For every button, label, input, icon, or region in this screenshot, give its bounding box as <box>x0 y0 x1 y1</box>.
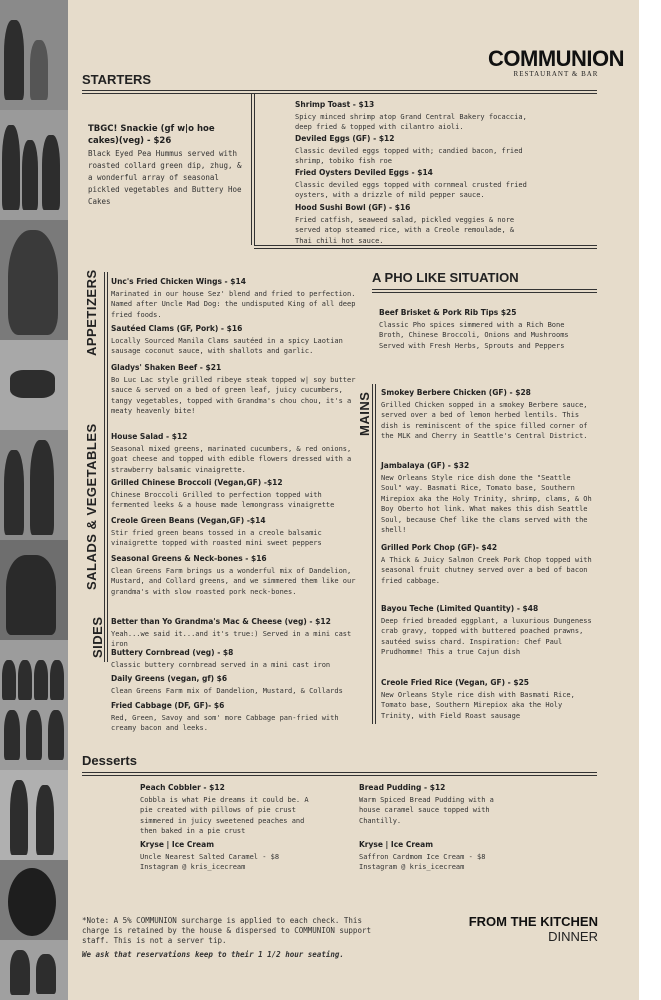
menu-item <box>88 123 248 208</box>
item-name: Grilled Chinese Broccoli (Vegan,GF) -$12 <box>111 478 283 487</box>
item-desc: Yeah...we said it...and it's true:) Served in a mini cast iron <box>111 629 352 648</box>
vintage-photo <box>0 770 68 860</box>
item-name: Kryse | Ice Cream <box>140 840 215 849</box>
sides-label: SIDES <box>90 616 105 658</box>
item-name: House Salad - $12 <box>111 432 188 441</box>
item-desc: Grilled Chicken sopped in a smokey Berbere sauce, served over a bed of lemon herbed lentils. This dish is reminiscent of the spice filled corner of the MLK and Cherry in Seattle's Central District. <box>381 400 588 440</box>
menu-item <box>111 617 361 650</box>
item-name: Daily Greens (vegan, gf) $6 <box>111 674 228 683</box>
divider <box>82 90 597 91</box>
item-desc: Warm Spiced Bread Pudding with a house caramel sauce topped with Chantilly. <box>359 795 494 825</box>
menu-item <box>295 168 535 201</box>
item-name: Gladys' Shaken Beef - $21 <box>111 363 222 372</box>
menu-item <box>111 648 361 670</box>
item-desc: Saffron Cardmom Ice Cream - $8 Instagram @ kris_icecream <box>359 852 486 871</box>
menu-item <box>111 516 357 549</box>
item-desc: Classic deviled eggs topped with; candied bacon, fried shrimp, tobiko fish roe <box>295 146 523 165</box>
item-desc: A Thick & Juicy Salmon Creek Pork Chop topped with seasonal fruit chutney served over a bed of bacon fried cabbage. <box>381 555 592 585</box>
menu-item <box>381 604 595 658</box>
item-desc: Bo Luc Lac style grilled ribeye steak topped w| soy butter sauce & served on a bed of green leaf, juicy cucumbers, tangy vegetables, topped with Grandma's chou chou, it's a meaty heavenly bite! <box>111 375 356 415</box>
item-desc: Marinated in our house Sez' blend and fried to perfection. Named after Uncle Mad Dog: the undisputed King of all deep fried foods. <box>111 289 356 319</box>
divider <box>82 772 597 773</box>
menu-item <box>111 554 357 597</box>
menu-item <box>111 701 361 734</box>
item-name: Kryse | Ice Cream <box>359 840 434 849</box>
item-desc: Cobbla is what Pie dreams it could be. A pie created with pillows of pie crust simmered in juicy sweetened peaches and then baked in a pie crust <box>140 795 309 835</box>
divider <box>254 248 597 249</box>
salads-label: SALADS & VEGETABLES <box>84 423 99 590</box>
menu-item <box>381 461 595 536</box>
menu-item <box>359 840 531 873</box>
surcharge-note: *Note: A 5% COMMUNION surcharge is applied to each check. This charge is retained by the house & dispersed to COMMUNION support staff. This is not a server tip. <box>82 916 371 945</box>
desserts-title: Desserts <box>82 753 137 768</box>
item-name: Beef Brisket & Pork Rib Tips $25 <box>379 308 517 317</box>
appetizers-label: APPETIZERS <box>84 269 99 356</box>
vintage-photo <box>0 640 68 770</box>
item-desc: Deep fried breaded eggplant, a luxurious Dungeness crab gravy, topped with buttered poached prawns, sautéed swiss chard. Inspiration: Chef Paul Prudhomme! This a true Cajun dish <box>381 616 592 656</box>
vintage-photo <box>0 430 68 540</box>
item-desc: Chinese Broccoli Grilled to perfection topped with fermented leeks & a house made lemongrass vinaigrette <box>111 490 335 509</box>
item-desc: Red, Green, Savoy and som' more Cabbage pan-fried with creamy bacon and leeks. <box>111 713 339 732</box>
menu-item <box>111 277 357 320</box>
item-desc: Classic deviled eggs topped with cornmeal crusted fried oysters, with a drizzle of mild pepper sauce. <box>295 180 527 199</box>
divider <box>107 272 108 662</box>
divider <box>375 384 376 724</box>
vintage-photo <box>0 940 68 1000</box>
item-name: Creole Green Beans (Vegan,GF) -$14 <box>111 516 266 525</box>
mains-label: MAINS <box>357 391 372 436</box>
vintage-photo <box>0 220 68 340</box>
item-name: Hood Sushi Bowl (GF) - $16 <box>295 203 411 212</box>
menu-item <box>295 134 535 167</box>
vintage-photo <box>0 540 68 640</box>
vintage-photo <box>0 0 68 110</box>
divider <box>104 272 105 662</box>
menu-item <box>140 840 312 873</box>
logo-subtitle: RESTAURANT & BAR <box>513 70 599 78</box>
from-the-kitchen-heading: FROM THE KITCHEN <box>468 914 598 929</box>
restaurant-logo <box>488 48 624 78</box>
item-name: Seasonal Greens & Neck-bones - $16 <box>111 554 267 563</box>
item-name: Fried Oysters Deviled Eggs - $14 <box>295 168 433 177</box>
item-name: Bread Pudding - $12 <box>359 783 446 792</box>
item-desc: Clean Greens Farm brings us a wonderful mix of Dandelion, Mustard, and Collard greens, and we simmered them like our grandma's with slow roasted pork neck-bones. <box>111 566 356 596</box>
dinner-heading: DINNER <box>548 929 598 944</box>
divider <box>82 93 597 94</box>
page-margin <box>639 0 661 1000</box>
item-name: Buttery Cornbread (veg) - $8 <box>111 648 234 657</box>
starters-title: STARTERS <box>82 72 152 87</box>
vintage-photo <box>0 110 68 220</box>
menu-item <box>379 308 593 351</box>
menu-item <box>111 674 361 696</box>
item-name: Shrimp Toast - $13 <box>295 100 375 109</box>
logo-name: COMMUNION <box>488 46 625 71</box>
item-desc: Clean Greens Farm mix of Dandelion, Mustard, & Collards <box>111 686 343 695</box>
menu-item <box>111 478 357 511</box>
menu-item <box>111 432 357 475</box>
item-name: Fried Cabbage (DF, GF)- $6 <box>111 701 225 710</box>
menu-item <box>381 543 595 586</box>
item-desc: Seasonal mixed greens, marinated cucumbers, & red onions, goat cheese and topped with edible flowers dressed with a strawberry balsamic vinaigrette. <box>111 444 352 474</box>
item-name: Peach Cobbler - $12 <box>140 783 225 792</box>
item-desc: Uncle Nearest Salted Caramel - $8 Instagram @ kris_icecream <box>140 852 280 871</box>
item-desc: New Orleans Style rice dish done the "Seattle Soul" way. Basmati Rice, Tomato base, Southern Mirepiox aka the Holy Trinity, shrimp, clams, & Oh Boy Oberto hot link. What makes this dish Seattle Soul, because Chef like the clams served with the shell! <box>381 473 592 534</box>
divider <box>372 289 597 290</box>
menu-item <box>295 203 535 246</box>
vintage-photo <box>0 340 68 430</box>
item-desc: Classic buttery cornbread served in a mini cast iron <box>111 660 331 669</box>
menu-item <box>140 783 312 837</box>
divider <box>372 384 373 724</box>
item-name: Deviled Eggs (GF) - $12 <box>295 134 395 143</box>
pho-title: A PHO LIKE SITUATION <box>372 270 519 285</box>
menu-item <box>111 363 357 417</box>
item-name: Smokey Berbere Chicken (GF) - $28 <box>381 388 531 397</box>
item-desc: New Orleans Style rice dish with Basmati Rice, Tomato base, Southern Mirepiox aka the Holy Trinity, with Field Roast sausage <box>381 690 575 720</box>
item-name: Unc's Fried Chicken Wings - $14 <box>111 277 246 286</box>
item-name: Creole Fried Rice (Vegan, GF) - $25 <box>381 678 530 687</box>
divider <box>251 93 252 245</box>
menu-item <box>381 388 595 442</box>
item-desc: Fried catfish, seaweed salad, pickled veggies & nore served atop steamed rice, with a Creole remoulade, & Thai chili hot sauce. <box>295 215 515 245</box>
item-name: TBGC! Snackie (gf w|o hoe cakes)(veg) - $26 <box>88 124 215 146</box>
menu-item <box>381 678 595 721</box>
item-desc: Classic Pho spices simmered with a Rich Bone Broth, Chinese Broccoli, Onions and Mushrooms Served with Fresh Herbs, Sprouts and Peppers <box>379 320 569 350</box>
item-name: Better than Yo Grandma's Mac & Cheese (veg) - $12 <box>111 617 331 626</box>
menu-item <box>295 100 535 133</box>
menu-item <box>359 783 519 826</box>
item-name: Jambalaya (GF) - $32 <box>381 461 470 470</box>
item-desc: Locally Sourced Manila Clams sautéed in a spicy Laotian sausage coconut sauce, with shallots and garlic. <box>111 336 343 355</box>
item-desc: Spicy minced shrimp atop Grand Central Bakery focaccia, deep fried & topped with cilantro aioli. <box>295 112 527 131</box>
divider <box>254 93 255 245</box>
item-name: Sautéed Clams (GF, Pork) - $16 <box>111 324 243 333</box>
photo-collage-strip <box>0 0 68 1000</box>
divider <box>82 775 597 776</box>
item-desc: Black Eyed Pea Hummus served with roasted collard green dip, zhug, & a wonderful array of seasonal pickled vegetables and Buttery Hoe Cakes <box>88 149 242 206</box>
reservation-note: We ask that reservations keep to their 1 1/2 hour seating. <box>82 950 344 959</box>
menu-item <box>111 324 357 357</box>
vintage-photo <box>0 860 68 940</box>
item-name: Bayou Teche (Limited Quantity) - $48 <box>381 604 539 613</box>
item-desc: Stir fried green beans tossed in a creole balsamic vinaigrette topped with roasted mini sweet peppers <box>111 528 322 547</box>
item-name: Grilled Pork Chop (GF)- $42 <box>381 543 498 552</box>
divider <box>372 292 597 293</box>
